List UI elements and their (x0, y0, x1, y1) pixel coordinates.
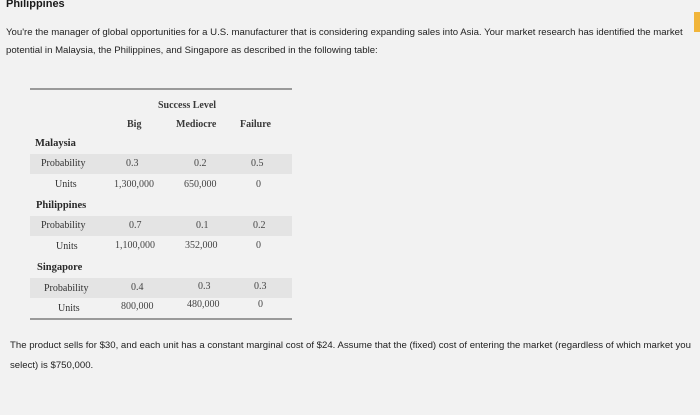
cell-malaysia-prob-big: 0.3 (126, 158, 139, 169)
row-label-probability: Probability (44, 283, 89, 294)
cell-philippines-prob-mediocre: 0.1 (196, 220, 209, 231)
cell-philippines-prob-big: 0.7 (129, 220, 142, 231)
row-label-probability: Probability (41, 220, 86, 231)
col-header-mediocre: Mediocre (176, 119, 217, 130)
footer-paragraph: The product sells for $30, and each unit has a constant marginal cost of $24. Assume that the (fixed) cost of entering the market (regardless of which market you select) is $750,000. (10, 340, 691, 371)
country-label-philippines: Philippines (36, 200, 87, 211)
page-title: Philippines (6, 0, 65, 10)
cell-philippines-units-failure: 0 (256, 240, 261, 251)
cell-singapore-prob-mediocre: 0.3 (198, 281, 211, 292)
cell-singapore-units-big: 800,000 (121, 301, 154, 312)
row-label-units: Units (58, 303, 80, 314)
table-top-rule (30, 88, 292, 90)
col-header-big: Big (127, 119, 142, 130)
cell-singapore-prob-big: 0.4 (131, 282, 144, 293)
row-label-probability: Probability (41, 158, 86, 169)
country-label-singapore: Singapore (37, 262, 83, 273)
cell-malaysia-prob-mediocre: 0.2 (194, 158, 207, 169)
cell-singapore-prob-failure: 0.3 (254, 281, 267, 292)
table-bottom-rule (30, 318, 292, 320)
row-label-units: Units (55, 179, 77, 190)
cell-malaysia-units-failure: 0 (256, 179, 261, 190)
row-label-units: Units (56, 241, 78, 252)
cell-philippines-units-mediocre: 352,000 (185, 240, 218, 251)
cell-malaysia-prob-failure: 0.5 (251, 158, 264, 169)
cell-singapore-units-mediocre: 480,000 (187, 299, 220, 310)
col-header-failure: Failure (240, 119, 271, 130)
cell-philippines-prob-failure: 0.2 (253, 220, 266, 231)
country-label-malaysia: Malaysia (35, 138, 76, 149)
cell-philippines-units-big: 1,100,000 (115, 240, 155, 251)
cell-malaysia-units-mediocre: 650,000 (184, 179, 217, 190)
success-level-header: Success Level (158, 100, 217, 111)
cell-singapore-units-failure: 0 (258, 299, 263, 310)
intro-paragraph: You're the manager of global opportunities for a U.S. manufacturer that is considering expanding sales into Asia. Your market research has identified the market potential in Malaysia, the Philippines, and Singapore as described in the following table: (6, 27, 683, 56)
cell-malaysia-units-big: 1,300,000 (114, 179, 154, 190)
